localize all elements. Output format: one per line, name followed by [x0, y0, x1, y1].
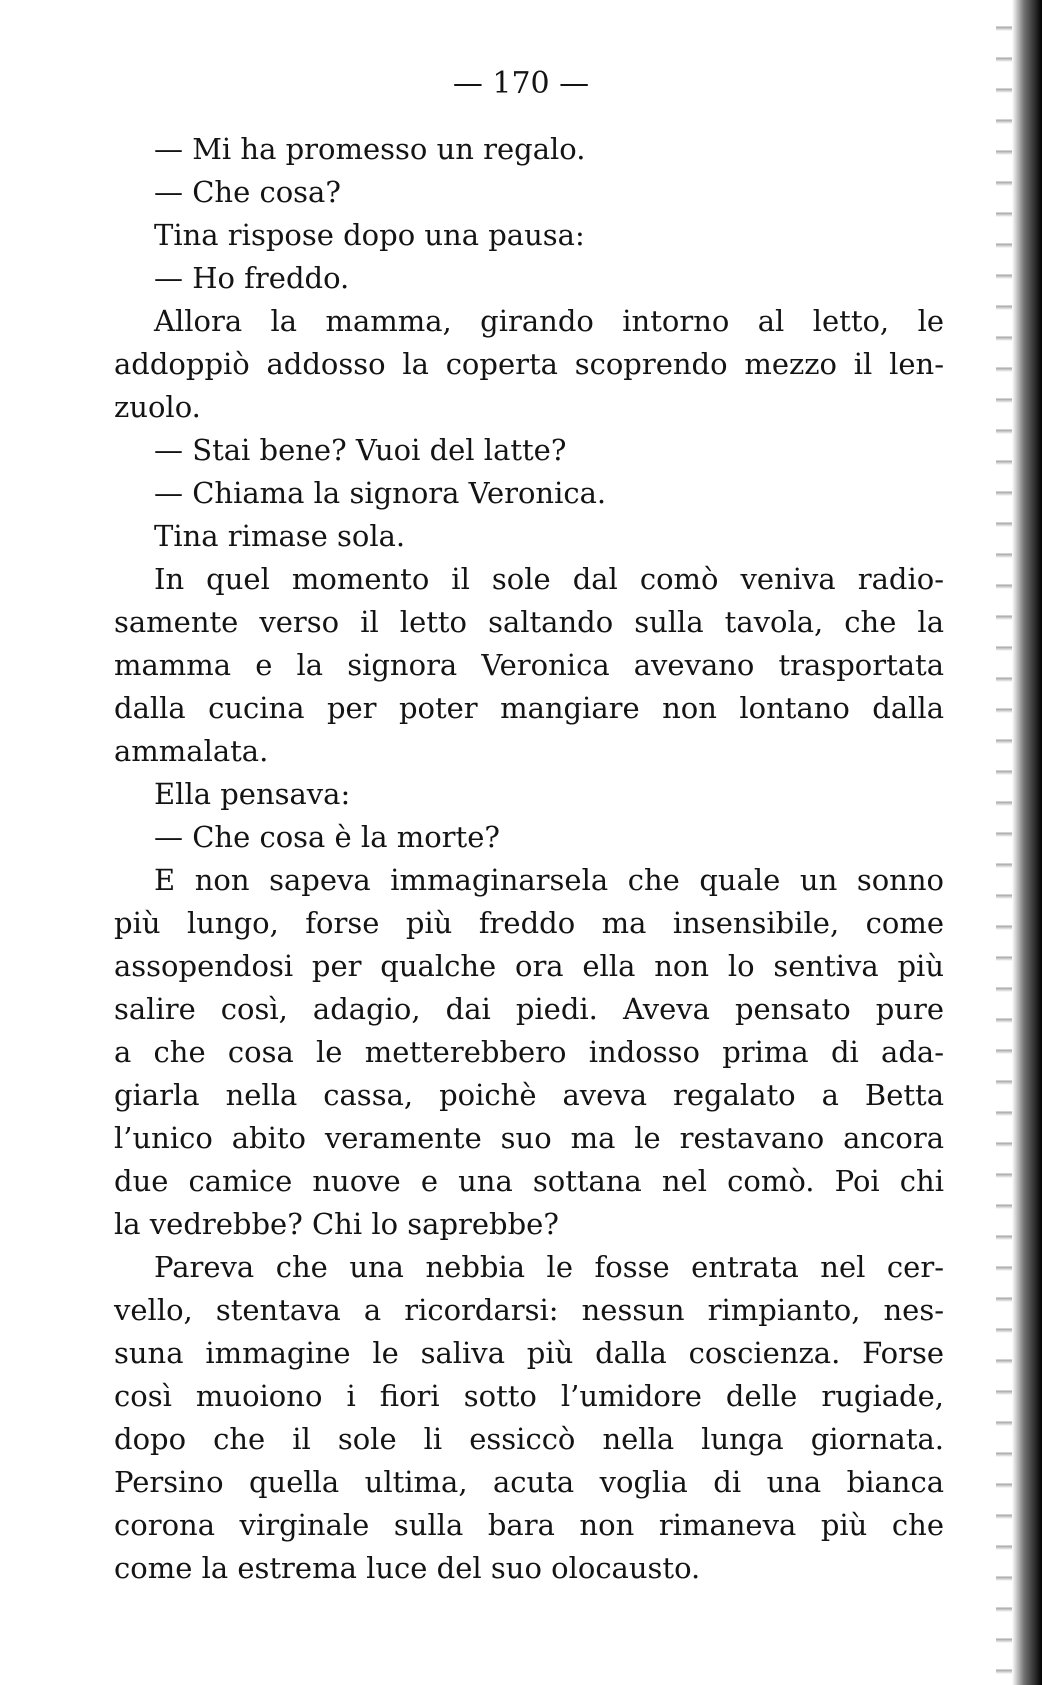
text-line: Ella pensava:: [154, 777, 351, 811]
body-text: [114, 128, 944, 1590]
text-line: assopendosi per qualche ora ella non lo sentiva più: [114, 949, 944, 983]
text-line: Persino quella ultima, acuta voglia di una bianca: [114, 1465, 944, 1499]
text-line: — Chiama la signora Veronica.: [154, 476, 607, 510]
text-line: dalla cucina per poter mangiare non lontano dalla: [114, 691, 944, 725]
page-number: — 170 —: [452, 66, 590, 101]
text-line: corona virginale sulla bara non rimaneva più che: [114, 1508, 944, 1542]
text-line: — Ho freddo.: [154, 261, 350, 295]
text-line: dopo che il sole li essiccò nella lunga giornata.: [114, 1422, 944, 1456]
text-line: — Che cosa è la morte?: [154, 820, 500, 854]
page-edge-shadow: [1012, 0, 1042, 1685]
text-line: addoppiò addosso la coperta scoprendo mezzo il len-: [114, 347, 944, 381]
text-line: samente verso il letto saltando sulla tavola, che la: [114, 605, 944, 639]
text-line: la vedrebbe? Chi lo saprebbe?: [114, 1207, 559, 1241]
text-line: zuolo.: [114, 390, 201, 424]
text-line: ammalata.: [114, 734, 269, 768]
text-line: così muoiono i fiori sotto l’umidore delle rugiade,: [114, 1379, 944, 1413]
text-line: a che cosa le metterebbero indosso prima di ada-: [114, 1035, 944, 1069]
text-line: Allora la mamma, girando intorno al letto, le: [154, 304, 944, 338]
text-line: giarla nella cassa, poichè aveva regalato a Betta: [114, 1078, 944, 1112]
text-line: — Che cosa?: [154, 175, 341, 209]
text-line: — Stai bene? Vuoi del latte?: [154, 433, 567, 467]
text-line: mamma e la signora Veronica avevano trasportata: [114, 648, 944, 682]
text-line: Tina rimase sola.: [154, 519, 406, 553]
text-line: In quel momento il sole dal comò veniva radio-: [154, 562, 944, 596]
text-line: due camice nuove e una sottana nel comò. Poi chi: [114, 1164, 944, 1198]
text-line: come la estrema luce del suo olocausto.: [114, 1551, 701, 1585]
text-line: più lungo, forse più freddo ma insensibile, come: [114, 906, 944, 940]
text-line: vello, stentava a ricordarsi: nessun rimpianto, nes-: [114, 1293, 944, 1327]
text-line: — Mi ha promesso un regalo.: [154, 132, 586, 166]
text-line: Pareva che una nebbia le fosse entrata nel cer-: [154, 1250, 944, 1284]
page-edge-noise: [996, 0, 1012, 1685]
text-line: Tina rispose dopo una pausa:: [154, 218, 585, 252]
text-line: suna immagine le saliva più dalla coscienza. Forse: [114, 1336, 944, 1370]
text-line: E non sapeva immaginarsela che quale un sonno: [154, 863, 944, 897]
text-line: salire così, adagio, dai piedi. Aveva pensato pure: [114, 992, 944, 1026]
text-line: l’unico abito veramente suo ma le restavano ancora: [114, 1121, 944, 1155]
